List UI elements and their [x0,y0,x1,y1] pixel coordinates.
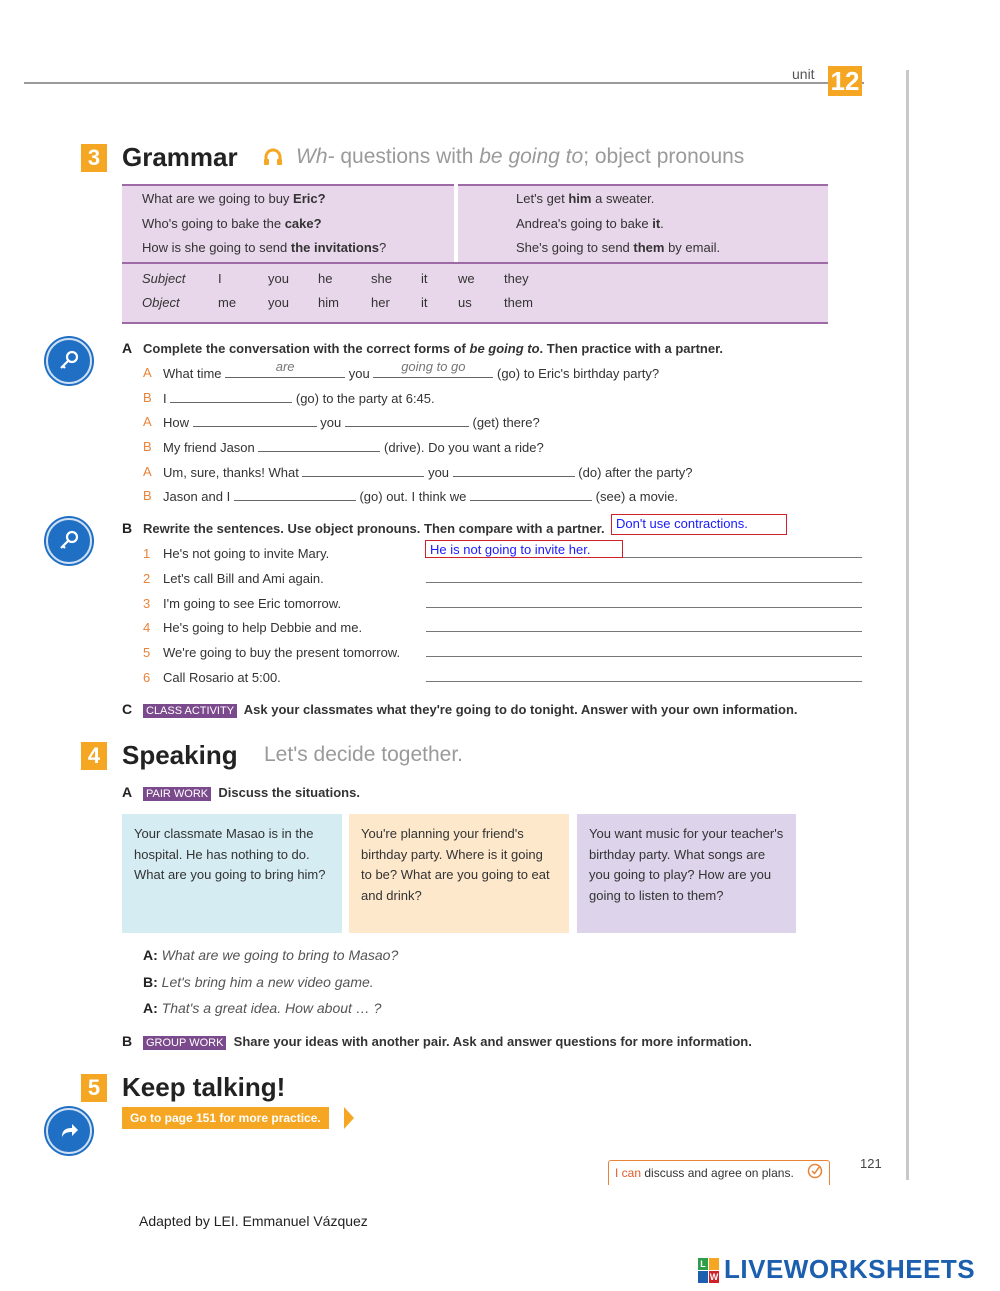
more-practice-link[interactable]: Go to page 151 for more practice. [122,1107,329,1129]
rewrite-item-6: Call Rosario at 5:00. [163,670,281,685]
pronoun-object: them [504,295,533,310]
check-circle-icon [807,1163,823,1183]
pair-work-tag: PAIR WORK [143,787,211,801]
blank-9[interactable] [234,488,356,501]
blank-3[interactable] [170,390,292,403]
blank-8[interactable] [453,464,575,477]
pronoun-object: him [318,295,339,310]
i-can-text: discuss and agree on plans. [641,1166,794,1180]
pronoun-subject-label: Subject [142,271,186,286]
item-number: 6 [143,670,151,685]
section-5-number: 5 [81,1074,107,1102]
speaker-label: B [143,439,152,454]
rewrite-item-5: We're going to buy the present tomorrow. [163,645,401,660]
blank-5[interactable] [345,414,469,427]
answer-are: are [275,359,295,374]
pronoun-object: me [218,295,237,310]
pronoun-subject: I [218,271,222,286]
blank-4[interactable] [193,414,317,427]
speaker-label: A [143,464,152,479]
blank-7[interactable] [302,464,424,477]
subtitle-end: ; object pronouns [583,145,745,168]
speaker-label: B [143,390,152,405]
answer-line-2[interactable] [426,582,862,583]
exercise-3a-letter: A [122,340,133,356]
answer-key-icon[interactable] [46,338,92,384]
dialogue-line-3: A: That's a great idea. How about … ? [143,1000,382,1016]
dialogue-line-2: B: Let's bring him a new video game. [143,974,374,990]
pronoun-subject: you [268,271,289,286]
grammar-question-3: How is she going to send the invitations? [142,240,387,255]
conversation-line-6: Jason and I (go) out. I think we (see) a movie. [163,489,679,504]
group-work-tag: GROUP WORK [143,1036,226,1050]
rewrite-item-1: He's not going to invite Mary. [163,546,330,561]
forward-arrow-icon[interactable] [46,1108,92,1154]
item-number: 5 [143,645,151,660]
page-number: 121 [860,1156,882,1171]
subtitle-em: be going to [479,145,584,168]
situation-card-hospital: Your classmate Masao is in the hospital. He has nothing to do. What are you going to bring him? [122,814,342,933]
conversation-line-5: Um, sure, thanks! What you (do) after the party? [163,465,693,480]
rewrite-item-4: He's going to help Debbie and me. [163,620,363,635]
more-practice-arrow [344,1107,354,1129]
dialogue-line-1: A: What are we going to bring to Masao? [143,947,399,963]
pronoun-subject: they [504,271,529,286]
answer-line-5[interactable] [426,656,862,657]
i-can-label: I can [615,1166,642,1180]
pronoun-subject: she [371,271,392,286]
situation-card-music: You want music for your teacher's birthday party. What songs are you going to play? How are you going to listen to them? [577,814,796,933]
pronoun-object-label: Object [142,295,180,310]
conversation-line-4: My friend Jason (drive). Do you want a ride? [163,440,544,455]
liveworksheets-brand: LIVEWORKSHEETS [724,1254,976,1284]
conversation-line-1: What time are you going to go (go) to Eric's birthday party? [163,359,660,381]
class-activity-tag: CLASS ACTIVITY [143,704,237,718]
grammar-table-rule [122,262,828,264]
speaker-label: B [143,488,152,503]
pronoun-object: it [421,295,428,310]
answer-key-icon[interactable] [46,518,92,564]
pronoun-subject: it [421,271,428,286]
answer-line-6[interactable] [426,681,862,682]
unit-number: 12 [828,66,862,96]
header-rule [24,82,864,84]
exercise-3a-instructions: Complete the conversation with the correct forms of be going to. Then practice with a partner. [143,341,724,356]
liveworksheets-logo-icon [698,1258,720,1284]
conversation-line-2: I (go) to the party at 6:45. [163,391,435,406]
blank-10[interactable] [470,488,592,501]
pronoun-object: you [268,295,289,310]
logo-tile-blue [698,1271,708,1283]
grammar-question-1: What are we going to buy Eric? [142,191,326,206]
grammar-table-divider [454,184,458,262]
exercise-4b-letter: B [122,1033,133,1049]
subtitle-wh: Wh- [296,145,335,168]
grammar-question-2: Who's going to bake the cake? [142,216,322,231]
item-number: 4 [143,620,151,635]
pronoun-object: us [458,295,472,310]
i-can-box [608,1160,830,1185]
example-answer-field[interactable]: He is not going to invite her. [425,540,623,558]
section-4-number: 4 [81,742,107,770]
grammar-answer-1: Let's get him a sweater. [516,191,655,206]
blank-1[interactable] [225,359,345,378]
logo-tile-w: W [709,1272,719,1282]
exercise-4a-instructions: PAIR WORK Discuss the situations. [143,785,360,800]
section-4-subtitle: Let's decide together. [264,743,463,766]
pronoun-subject: we [458,271,475,286]
subtitle-mid: questions with [334,145,480,168]
speaker-label: A [143,365,152,380]
item-number: 3 [143,596,151,611]
exercise-4a-letter: A [122,784,133,800]
pronoun-subject: he [318,271,333,286]
section-3-number: 3 [81,144,107,172]
item-number: 1 [143,546,151,561]
logo-tile-orange [709,1258,719,1270]
situation-card-party: You're planning your friend's birthday party. Where is it going to be? What are you going to eat and drink? [349,814,569,933]
logo-tile-l: L [698,1258,708,1270]
exercise-3b-letter: B [122,520,133,536]
answer-line-3[interactable] [426,607,862,608]
exercise-4b-instructions: GROUP WORK Share your ideas with another pair. Ask and answer questions for more information. [143,1034,752,1049]
note-no-contractions: Don't use contractions. [611,514,787,535]
headphones-icon [262,146,286,170]
section-3-title: Grammar [122,142,238,172]
section-5-title: Keep talking! [122,1072,286,1102]
credit-line: Adapted by LEI. Emmanuel Vázquez [139,1213,368,1229]
exercise-3b-instructions: Rewrite the sentences. Use object pronouns. Then compare with a partner. [143,521,605,536]
rewrite-item-3: I'm going to see Eric tomorrow. [163,596,342,611]
conversation-line-3: How you (get) there? [163,415,540,430]
speaker-label: A [143,414,152,429]
page-edge-rule [906,70,909,1180]
rewrite-item-2: Let's call Bill and Ami again. [163,571,324,586]
answer-line-4[interactable] [426,631,862,632]
grammar-answer-2: Andrea's going to bake it. [516,216,664,231]
grammar-answer-3: She's going to send them by email. [516,240,721,255]
blank-2[interactable] [373,359,493,378]
item-number: 2 [143,571,151,586]
answer-going-to-go: going to go [401,359,466,374]
unit-label: unit [792,66,815,82]
section-3-subtitle [296,145,744,169]
blank-6[interactable] [258,439,380,452]
exercise-3c-instructions: CLASS ACTIVITY Ask your classmates what they're going to do tonight. Answer with your own information. [143,702,798,717]
exercise-3c-letter: C [122,701,133,717]
section-4-title: Speaking [122,740,238,770]
pronoun-object: her [371,295,390,310]
